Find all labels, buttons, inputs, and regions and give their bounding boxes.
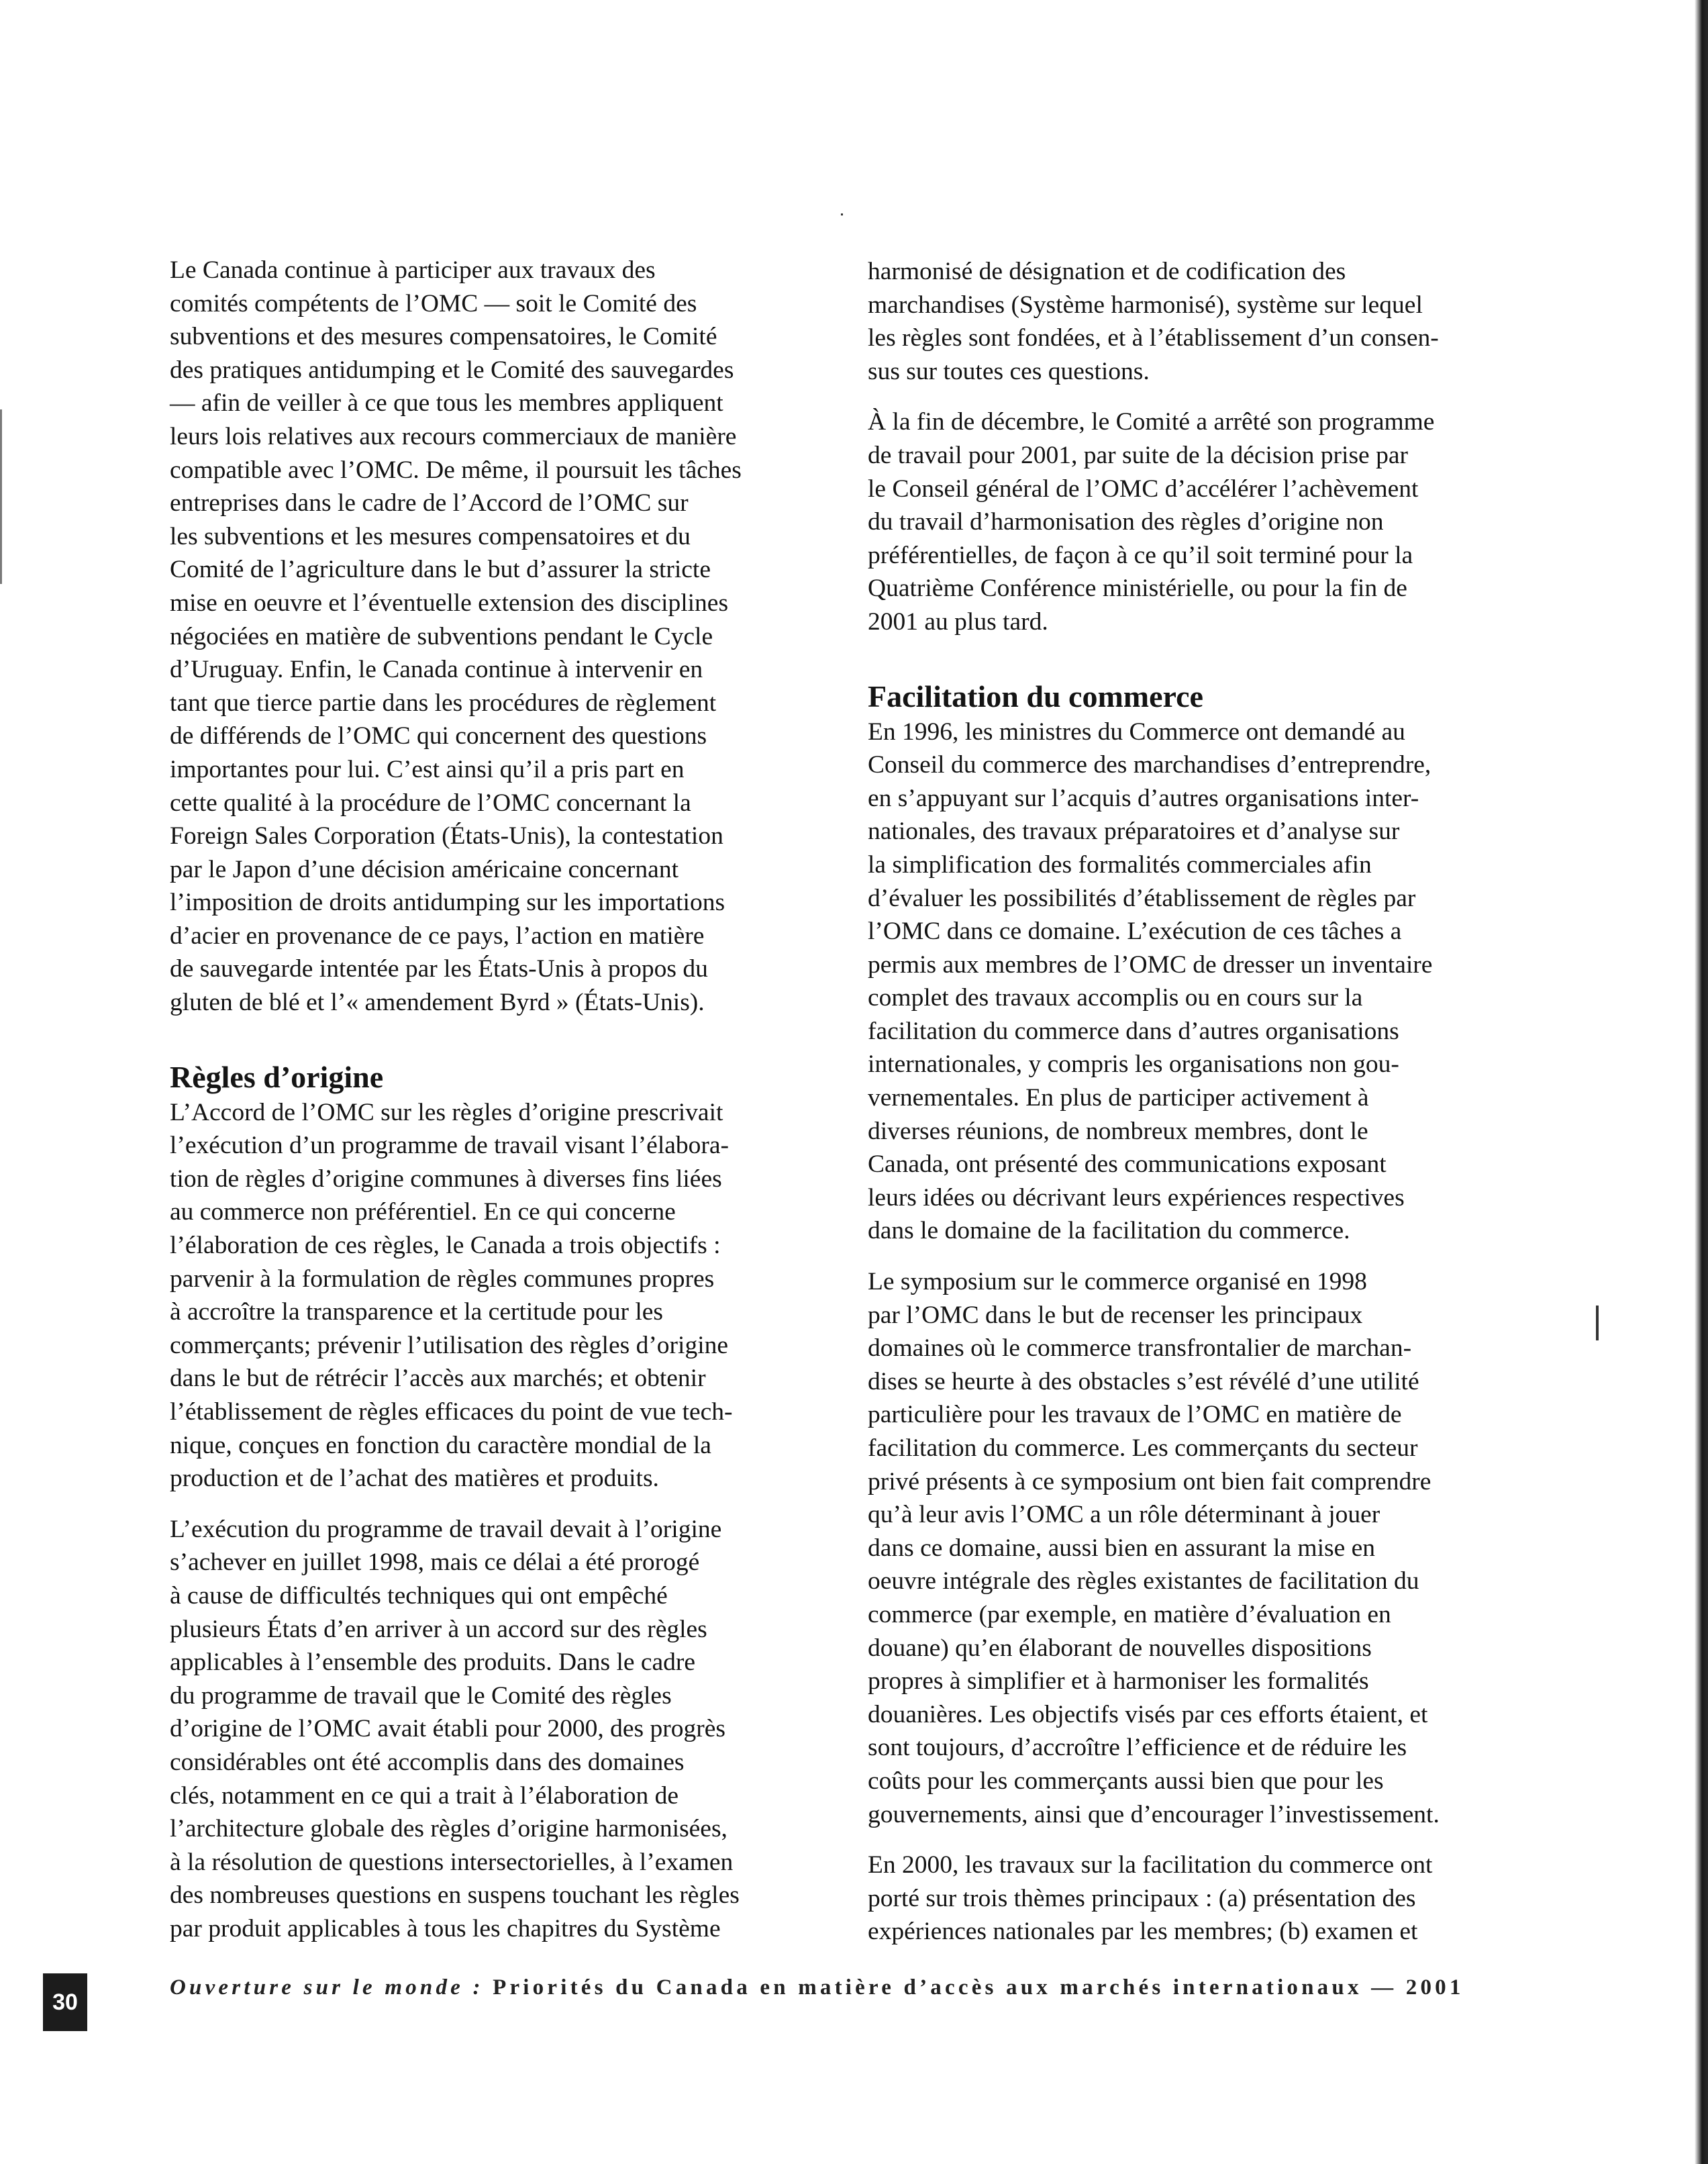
text-line: du programme de travail que le Comité des règles xyxy=(170,1681,672,1710)
text-line: s’achever en juillet 1998, mais ce délai a été prorogé xyxy=(170,1548,700,1577)
text-line: d’origine de l’OMC avait établi pour 2000, des progrès xyxy=(170,1715,725,1743)
text-line: négociées en matière de subventions pendant le Cycle xyxy=(170,622,713,650)
text-line: Le symposium sur le commerce organisé en 1998 xyxy=(868,1268,1367,1296)
text-line: leurs idées ou décrivant leurs expériences respectives xyxy=(868,1183,1405,1212)
text-line: À la fin de décembre, le Comité a arrêté son programme xyxy=(868,408,1435,436)
text-line: l’architecture globale des règles d’origine harmonisées, xyxy=(170,1815,727,1843)
text-line: permis aux membres de l’OMC de dresser un inventaire xyxy=(868,950,1433,979)
text-line: qu’à leur avis l’OMC a un rôle déterminant à jouer xyxy=(868,1501,1380,1529)
paragraph xyxy=(868,405,1492,638)
text-line: tion de règles d’origine communes à diverses fins liées xyxy=(170,1165,722,1193)
text-line: d’Uruguay. Enfin, le Canada continue à intervenir en xyxy=(170,656,703,684)
paragraph xyxy=(868,255,1492,388)
text-line: domaines où le commerce transfrontalier de marchan- xyxy=(868,1334,1412,1363)
text-line: internationales, y compris les organisations non gou- xyxy=(868,1050,1399,1079)
text-line: harmonisé de désignation et de codification des xyxy=(868,258,1346,285)
text-line: En 2000, les travaux sur la facilitation du commerce ont xyxy=(868,1851,1433,1879)
text-line: par le Japon d’une décision américaine concernant xyxy=(170,855,679,883)
text-line: commerce (par exemple, en matière d’évaluation en xyxy=(868,1600,1391,1628)
text-line: le Conseil général de l’OMC d’accélérer l’achèvement xyxy=(868,475,1419,503)
text-line: d’acier en provenance de ce pays, l’action en matière xyxy=(170,922,705,950)
paragraph xyxy=(868,716,1492,1248)
text-line: En 1996, les ministres du Commerce ont demandé au xyxy=(868,718,1405,746)
text-line: Conseil du commerce des marchandises d’entreprendre, xyxy=(868,751,1431,779)
text-line: de travail pour 2001, par suite de la décision prise par xyxy=(868,441,1408,469)
text-line: de différends de l’OMC qui concernent des questions xyxy=(170,722,707,750)
text-line: tant que tierce partie dans les procédures de règlement xyxy=(170,689,717,717)
text-line: l’exécution d’un programme de travail visant l’élabora- xyxy=(170,1132,730,1160)
text-line: douanières. Les objectifs visés par ces efforts étaient, et xyxy=(868,1700,1428,1728)
text-line: préférentielles, de façon à ce qu’il soit terminé pour la xyxy=(868,541,1413,569)
text-line: du travail d’harmonisation des règles d’origine non xyxy=(868,508,1384,536)
text-line: L’exécution du programme de travail devait à l’origine xyxy=(170,1515,722,1543)
paragraph xyxy=(170,1096,794,1495)
text-line: gluten de blé et l’« amendement Byrd » (États-Unis). xyxy=(170,989,705,1017)
text-line: leurs lois relatives aux recours commerciaux de manière xyxy=(170,422,737,450)
text-line: privé présents à ce symposium ont bien fait comprendre xyxy=(868,1467,1431,1495)
text-line: cette qualité à la procédure de l’OMC concernant la xyxy=(170,789,691,817)
footer-subtitle: Priorités du Canada en matière d’accès aux marchés internationaux — 2001 xyxy=(483,1975,1464,2000)
text-line: applicables à l’ensemble des produits. Dans le cadre xyxy=(170,1649,696,1677)
text-line: la simplification des formalités commerciales afin xyxy=(868,850,1372,879)
text-line: l’établissement de règles efficaces du point de vue tech- xyxy=(170,1398,733,1426)
text-line: 2001 au plus tard. xyxy=(868,607,1048,636)
text-line: Le Canada continue à participer aux travaux des xyxy=(170,256,656,284)
paragraph xyxy=(868,1849,1492,1949)
text-line: — afin de veiller à ce que tous les membres appliquent xyxy=(170,389,723,417)
text-line: dans le domaine de la facilitation du commerce. xyxy=(868,1217,1350,1245)
text-line: par l’OMC dans le but de recenser les principaux xyxy=(868,1301,1363,1329)
text-line: les subventions et les mesures compensatoires et du xyxy=(170,522,691,550)
text-line: à cause de difficultés techniques qui ont empêché xyxy=(170,1581,668,1610)
text-line: plusieurs États d’en arriver à un accord sur des règles xyxy=(170,1615,707,1643)
text-line: parvenir à la formulation de règles communes propres xyxy=(170,1265,715,1293)
text-line: mise en oeuvre et l’éventuelle extension des disciplines xyxy=(170,589,729,617)
text-line: en s’appuyant sur l’acquis d’autres organisations inter- xyxy=(868,784,1419,812)
text-line: d’évaluer les possibilités d’établissement de règles par xyxy=(868,884,1416,912)
text-line: coûts pour les commerçants aussi bien que pour les xyxy=(868,1767,1384,1795)
text-line: vernementales. En plus de participer activement à xyxy=(868,1084,1369,1112)
text-line: diverses réunions, de nombreux membres, dont le xyxy=(868,1117,1368,1145)
text-line: Canada, ont présenté des communications exposant xyxy=(868,1150,1387,1179)
text-line: expériences nationales par les membres; (b) examen et xyxy=(868,1918,1418,1946)
text-line: Foreign Sales Corporation (États-Unis), la contestation xyxy=(170,822,723,850)
text-line: facilitation du commerce. Les commerçants du secteur xyxy=(868,1434,1418,1462)
speck-mark xyxy=(841,213,843,215)
text-line: considérables ont été accomplis dans des domaines xyxy=(170,1748,685,1776)
text-line: dises se heurte à des obstacles s’est révélé d’une utilité xyxy=(868,1367,1419,1395)
text-line: douane) qu’en élaborant de nouvelles dispositions xyxy=(868,1634,1372,1662)
text-line: clés, notamment en ce qui a trait à l’élaboration de xyxy=(170,1781,679,1810)
text-line: gouvernements, ainsi que d’encourager l’investissement. xyxy=(868,1800,1440,1828)
running-footer xyxy=(170,1975,1464,2000)
page-number: 30 xyxy=(43,1973,87,2031)
text-line: subventions et des mesures compensatoires, le Comité xyxy=(170,323,717,351)
text-line: nique, conçues en fonction du caractère mondial de la xyxy=(170,1431,711,1459)
text-line: au commerce non préférentiel. En ce qui concerne xyxy=(170,1198,676,1226)
text-line: l’imposition de droits antidumping sur les importations xyxy=(170,889,725,917)
text-line: l’élaboration de ces règles, le Canada a trois objectifs : xyxy=(170,1232,721,1260)
section-heading-facilitation: Facilitation du commerce xyxy=(868,679,1203,714)
text-line: les règles sont fondées, et à l’établissement d’un consen- xyxy=(868,324,1439,352)
text-line: dans le but de rétrécir l’accès aux marchés; et obtenir xyxy=(170,1365,706,1393)
text-line: L’Accord de l’OMC sur les règles d’origine prescrivait xyxy=(170,1098,723,1126)
scan-edge-left xyxy=(0,409,2,584)
text-line: Comité de l’agriculture dans le but d’assurer la stricte xyxy=(170,556,711,584)
text-line: oeuvre intégrale des règles existantes de facilitation du xyxy=(868,1567,1419,1595)
text-line: des pratiques antidumping et le Comité des sauvegardes xyxy=(170,356,734,384)
speck-mark xyxy=(1596,1306,1599,1340)
text-line: à la résolution de questions intersectorielles, à l’examen xyxy=(170,1848,734,1876)
text-line: facilitation du commerce dans d’autres organisations xyxy=(868,1017,1399,1045)
text-line: particulière pour les travaux de l’OMC en matière de xyxy=(868,1401,1402,1429)
left-column xyxy=(170,254,794,1963)
text-line: de sauvegarde intentée par les États-Unis à propos du xyxy=(170,955,708,983)
text-line: par produit applicables à tous les chapitres du Système xyxy=(170,1914,721,1942)
text-line: production et de l’achat des matières et produits. xyxy=(170,1465,659,1493)
text-line: à accroître la transparence et la certitude pour les xyxy=(170,1298,664,1326)
right-column xyxy=(868,255,1492,1966)
text-line: sus sur toutes ces questions. xyxy=(868,357,1150,385)
text-line: dans ce domaine, aussi bien en assurant la mise en xyxy=(868,1534,1376,1562)
text-line: comités compétents de l’OMC — soit le Comité des xyxy=(170,289,697,317)
text-line: sont toujours, d’accroître l’efficience et de réduire les xyxy=(868,1734,1407,1762)
text-line: Quatrième Conférence ministérielle, ou pour la fin de xyxy=(868,575,1407,603)
text-line: commerçants; prévenir l’utilisation des règles d’origine xyxy=(170,1331,729,1359)
text-line: propres à simplifier et à harmoniser les formalités xyxy=(868,1667,1369,1695)
text-line: complet des travaux accomplis ou en cours sur la xyxy=(868,984,1363,1012)
text-line: l’OMC dans ce domaine. L’exécution de ces tâches a xyxy=(868,918,1402,946)
text-line: porté sur trois thèmes principaux : (a) présentation des xyxy=(868,1884,1416,1912)
text-line: entreprises dans le cadre de l’Accord de l’OMC sur xyxy=(170,489,689,518)
paragraph xyxy=(170,1513,794,1946)
section-heading-regles-origine: Règles d’origine xyxy=(170,1059,384,1094)
text-line: nationales, des travaux préparatoires et d’analyse sur xyxy=(868,818,1400,846)
paragraph xyxy=(170,254,794,1020)
text-line: compatible avec l’OMC. De même, il poursuit les tâches xyxy=(170,456,742,484)
text-line: des nombreuses questions en suspens touchant les règles xyxy=(170,1881,740,1910)
text-line: importantes pour lui. C’est ainsi qu’il a pris part en xyxy=(170,755,685,783)
text-line: marchandises (Système harmonisé), système sur lequel xyxy=(868,291,1423,319)
scan-edge-right xyxy=(1695,0,1708,2164)
paragraph xyxy=(868,1265,1492,1831)
footer-title: Ouverture sur le monde : xyxy=(170,1975,484,2000)
